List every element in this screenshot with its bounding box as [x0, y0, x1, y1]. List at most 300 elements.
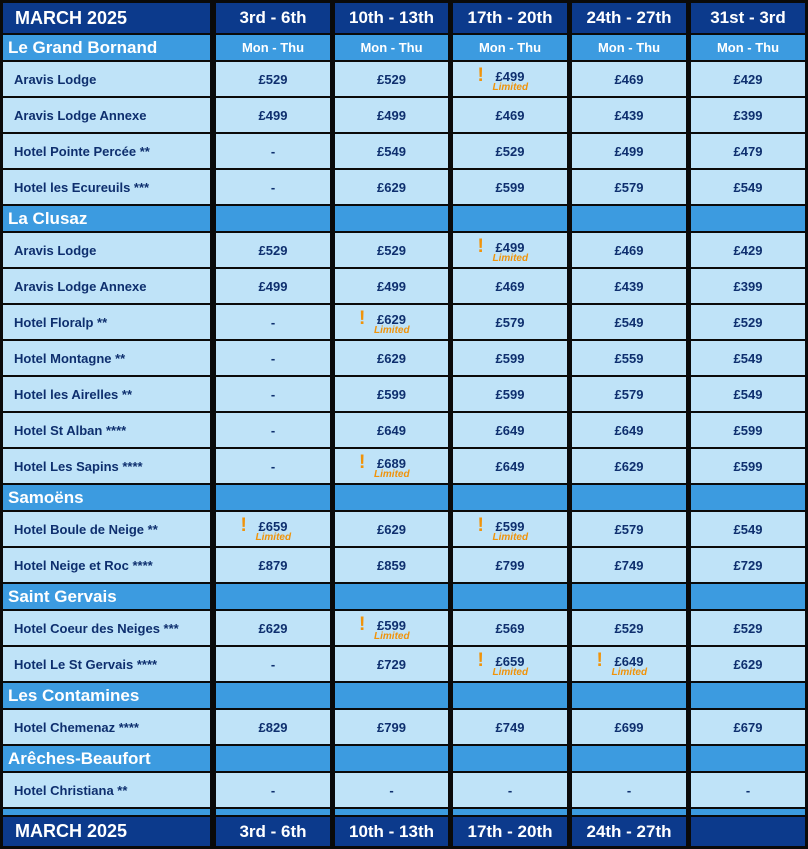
price-value: £659	[495, 653, 525, 669]
price-cell	[572, 98, 686, 132]
days-label: Mon - Thu	[453, 35, 567, 60]
price-cell	[691, 710, 805, 744]
price-cell	[572, 413, 686, 447]
price-cell	[453, 305, 567, 339]
price-cell	[453, 647, 567, 681]
price-value: £499	[377, 278, 406, 294]
footer-week: 24th - 27th	[572, 817, 686, 846]
price-value-wrap	[496, 459, 525, 474]
region-header-cell	[691, 584, 805, 609]
price-cell	[453, 98, 567, 132]
price-value: £599	[495, 350, 525, 366]
price-value-wrap	[377, 522, 406, 537]
price-value: £829	[258, 719, 288, 735]
price-value: £599	[377, 386, 406, 402]
price-cell	[691, 269, 805, 303]
price-cell	[453, 134, 567, 168]
hotel-name: Hotel Montagne **	[3, 341, 210, 375]
hotel-name: Hotel Les Sapins ****	[3, 449, 210, 483]
hotel-name: Hotel Floralp **	[3, 305, 210, 339]
exclamation-icon: !	[359, 451, 366, 473]
price-value-wrap	[271, 459, 275, 474]
region-header: La Clusaz	[3, 206, 210, 231]
price-cell	[453, 611, 567, 645]
price-value: £659	[258, 518, 288, 534]
price-cell	[216, 269, 330, 303]
price-value-wrap	[259, 243, 288, 258]
price-value: £529	[377, 71, 406, 87]
price-value: -	[270, 314, 276, 330]
price-value-wrap	[377, 423, 406, 438]
region-header-cell	[216, 584, 330, 609]
price-value-wrap	[734, 279, 763, 294]
price-value: -	[270, 656, 276, 672]
region-header-cell	[572, 746, 686, 771]
limited-label: Limited	[492, 666, 529, 678]
price-value: £649	[614, 422, 644, 438]
price-value-wrap	[389, 783, 393, 798]
price-value: £439	[614, 107, 644, 123]
price-value-wrap	[746, 783, 750, 798]
price-cell	[453, 413, 567, 447]
price-cell	[335, 170, 448, 204]
price-value-wrap	[496, 144, 525, 159]
price-cell	[453, 341, 567, 375]
region-header-cell	[572, 206, 686, 231]
price-cell	[453, 233, 567, 267]
price-value-wrap	[615, 144, 644, 159]
price-cell	[572, 233, 686, 267]
price-cell	[572, 773, 686, 807]
price-value: £529	[258, 71, 288, 87]
price-value-wrap	[377, 108, 406, 123]
price-cell	[453, 548, 567, 582]
price-value-wrap	[377, 657, 406, 672]
price-value: £799	[495, 557, 525, 573]
price-cell	[572, 341, 686, 375]
limited-label: Limited	[492, 81, 529, 93]
price-value: £439	[614, 278, 644, 294]
price-value-wrap	[259, 621, 288, 636]
price-value-wrap	[496, 423, 525, 438]
price-value-wrap	[271, 180, 275, 195]
price-cell	[572, 62, 686, 96]
price-cell	[216, 233, 330, 267]
price-cell	[216, 134, 330, 168]
price-cell	[335, 647, 448, 681]
price-value: £479	[733, 143, 763, 159]
region-header-cell	[216, 206, 330, 231]
price-value-wrap	[496, 558, 525, 573]
price-value: £469	[614, 71, 644, 87]
week-header: 10th - 13th	[335, 3, 448, 33]
price-value-wrap	[259, 72, 288, 87]
price-value: £859	[377, 557, 406, 573]
price-value: £629	[614, 458, 644, 474]
price-cell	[453, 377, 567, 411]
price-value-wrap	[734, 315, 763, 330]
price-value: -	[626, 782, 632, 798]
price-value: £629	[733, 656, 763, 672]
exclamation-icon: !	[477, 235, 484, 257]
week-header: 17th - 20th	[453, 3, 567, 33]
price-cell	[572, 305, 686, 339]
price-value: -	[270, 179, 276, 195]
region-header: Les Contamines	[3, 683, 210, 708]
exclamation-icon: !	[477, 649, 484, 671]
region-header: Le Grand Bornand	[3, 35, 210, 60]
price-value: £529	[495, 143, 525, 159]
price-value: £599	[495, 518, 525, 534]
region-header-cell	[453, 206, 567, 231]
hotel-name: Aravis Lodge Annexe	[3, 269, 210, 303]
price-value-wrap	[259, 279, 288, 294]
price-value-wrap	[615, 459, 644, 474]
price-value: £579	[614, 386, 644, 402]
price-value-wrap	[734, 243, 763, 258]
price-cell	[691, 305, 805, 339]
price-value-wrap	[734, 108, 763, 123]
price-value-wrap	[615, 108, 644, 123]
price-cell	[572, 449, 686, 483]
price-value-wrap	[615, 315, 644, 330]
price-value: £649	[614, 653, 644, 669]
price-value-wrap	[477, 514, 529, 543]
region-header-cell	[335, 206, 448, 231]
price-cell	[691, 413, 805, 447]
price-value-wrap	[496, 180, 525, 195]
region-header-cell	[216, 746, 330, 771]
price-cell	[572, 512, 686, 546]
price-value: -	[389, 782, 394, 798]
price-cell	[216, 413, 330, 447]
price-value: -	[270, 143, 276, 159]
footer-title: MARCH 2025	[3, 817, 210, 846]
region-header-cell	[335, 485, 448, 510]
price-value: £499	[377, 107, 406, 123]
region-header-cell	[691, 746, 805, 771]
price-value: -	[270, 386, 276, 402]
price-value-wrap	[359, 307, 410, 336]
price-value: £629	[258, 620, 288, 636]
price-value: £599	[733, 422, 763, 438]
price-value-wrap	[271, 315, 275, 330]
price-value: £579	[614, 179, 644, 195]
price-value: £699	[614, 719, 644, 735]
price-cell	[572, 710, 686, 744]
price-value-wrap	[496, 315, 525, 330]
price-value-wrap	[271, 657, 275, 672]
price-cell	[335, 449, 448, 483]
price-value-wrap	[259, 558, 288, 573]
price-cell	[216, 710, 330, 744]
price-value-wrap	[734, 720, 763, 735]
price-value: £529	[733, 620, 763, 636]
price-cell	[572, 269, 686, 303]
price-value-wrap	[615, 180, 644, 195]
price-value-wrap	[271, 783, 275, 798]
region-header-cell	[216, 683, 330, 708]
exclamation-icon: !	[596, 649, 603, 671]
price-value: £879	[258, 557, 288, 573]
price-value: £399	[733, 278, 763, 294]
region-header: Samoëns	[3, 485, 210, 510]
limited-label: Limited	[492, 252, 529, 264]
price-value: £499	[495, 68, 525, 84]
price-value: £749	[495, 719, 525, 735]
price-value-wrap	[377, 351, 406, 366]
price-value: £559	[614, 350, 644, 366]
price-cell	[335, 611, 448, 645]
price-value-wrap	[496, 720, 525, 735]
region-header-cell	[572, 485, 686, 510]
price-cell	[335, 512, 448, 546]
price-value-wrap	[496, 279, 525, 294]
price-cell	[216, 305, 330, 339]
price-value-wrap	[734, 180, 763, 195]
limited-label: Limited	[255, 531, 292, 543]
price-cell	[453, 773, 567, 807]
price-value: £729	[377, 656, 406, 672]
price-value: £529	[614, 620, 644, 636]
price-value-wrap	[259, 720, 288, 735]
days-label: Mon - Thu	[216, 35, 330, 60]
table-title: MARCH 2025	[3, 3, 210, 33]
limited-label: Limited	[374, 324, 410, 336]
footer-separator	[335, 809, 448, 815]
price-cell	[453, 512, 567, 546]
price-value: £689	[377, 455, 406, 471]
price-value: £799	[377, 719, 406, 735]
price-cell	[335, 377, 448, 411]
week-header: 24th - 27th	[572, 3, 686, 33]
price-value: £549	[733, 179, 763, 195]
price-cell	[453, 170, 567, 204]
exclamation-icon: !	[477, 64, 484, 86]
price-value: £499	[258, 278, 288, 294]
price-value: £629	[377, 521, 406, 537]
price-value: £599	[495, 386, 525, 402]
region-header-cell	[691, 683, 805, 708]
price-value-wrap	[496, 387, 525, 402]
price-value-wrap	[271, 351, 275, 366]
price-value: £599	[377, 617, 406, 633]
days-label: Mon - Thu	[335, 35, 448, 60]
price-cell	[453, 62, 567, 96]
price-cell	[216, 341, 330, 375]
price-value-wrap	[377, 243, 406, 258]
limited-label: Limited	[611, 666, 648, 678]
price-value-wrap	[734, 621, 763, 636]
exclamation-icon: !	[477, 514, 484, 536]
price-value-wrap	[271, 144, 275, 159]
price-value-wrap	[496, 621, 525, 636]
price-cell	[572, 170, 686, 204]
price-value: £549	[733, 350, 763, 366]
price-value: £629	[377, 311, 406, 327]
price-value: £469	[495, 107, 525, 123]
price-value-wrap	[359, 451, 410, 480]
price-value-wrap	[734, 423, 763, 438]
price-cell	[216, 512, 330, 546]
price-cell	[691, 341, 805, 375]
price-value: £469	[495, 278, 525, 294]
footer-separator	[216, 809, 330, 815]
price-value-wrap	[615, 243, 644, 258]
price-value: £469	[614, 242, 644, 258]
price-value: £529	[258, 242, 288, 258]
price-cell	[216, 647, 330, 681]
price-cell	[691, 233, 805, 267]
price-value-wrap	[508, 783, 512, 798]
price-cell	[453, 269, 567, 303]
hotel-name: Aravis Lodge	[3, 233, 210, 267]
price-cell	[335, 269, 448, 303]
hotel-name: Hotel Pointe Percée **	[3, 134, 210, 168]
price-value: -	[270, 422, 276, 438]
price-cell	[691, 62, 805, 96]
price-cell	[691, 512, 805, 546]
price-value: £549	[614, 314, 644, 330]
price-value-wrap	[615, 423, 644, 438]
price-value: £579	[614, 521, 644, 537]
price-value: £549	[377, 143, 406, 159]
price-value-wrap	[496, 351, 525, 366]
price-value-wrap	[240, 514, 292, 543]
hotel-name: Hotel Boule de Neige **	[3, 512, 210, 546]
price-cell	[216, 773, 330, 807]
hotel-name: Aravis Lodge	[3, 62, 210, 96]
price-value: £599	[733, 458, 763, 474]
hotel-name: Aravis Lodge Annexe	[3, 98, 210, 132]
region-header-cell	[335, 746, 448, 771]
price-value-wrap	[496, 108, 525, 123]
hotel-name: Hotel les Airelles **	[3, 377, 210, 411]
price-cell	[691, 773, 805, 807]
price-cell	[572, 377, 686, 411]
price-value-wrap	[377, 720, 406, 735]
footer-week	[691, 817, 805, 846]
price-cell	[691, 611, 805, 645]
price-value: £749	[614, 557, 644, 573]
price-value: £429	[733, 242, 763, 258]
price-value-wrap	[377, 558, 406, 573]
price-value: £599	[495, 179, 525, 195]
price-value: -	[270, 350, 276, 366]
price-value-wrap	[734, 387, 763, 402]
footer-separator	[453, 809, 567, 815]
hotel-name: Hotel Coeur des Neiges ***	[3, 611, 210, 645]
price-value: £429	[733, 71, 763, 87]
region-header-cell	[216, 485, 330, 510]
price-value-wrap	[477, 649, 529, 678]
price-cell	[335, 62, 448, 96]
price-value-wrap	[271, 423, 275, 438]
days-label: Mon - Thu	[572, 35, 686, 60]
price-value-wrap	[734, 351, 763, 366]
price-value-wrap	[627, 783, 631, 798]
price-value-wrap	[615, 621, 644, 636]
price-cell	[691, 647, 805, 681]
price-value-wrap	[615, 522, 644, 537]
hotel-name: Hotel St Alban ****	[3, 413, 210, 447]
price-value: £729	[733, 557, 763, 573]
region-header-cell	[335, 683, 448, 708]
hotel-name: Hotel Le St Gervais ****	[3, 647, 210, 681]
price-value: £529	[733, 314, 763, 330]
price-value: £549	[733, 386, 763, 402]
region-header-cell	[453, 584, 567, 609]
price-value: £549	[733, 521, 763, 537]
price-value-wrap	[615, 387, 644, 402]
price-value-wrap	[477, 235, 529, 264]
price-value-wrap	[615, 720, 644, 735]
price-cell	[335, 773, 448, 807]
price-value: -	[507, 782, 513, 798]
price-cell	[335, 233, 448, 267]
price-value: £399	[733, 107, 763, 123]
footer-week: 17th - 20th	[453, 817, 567, 846]
price-value-wrap	[734, 558, 763, 573]
price-cell	[335, 134, 448, 168]
price-value-wrap	[271, 387, 275, 402]
exclamation-icon: !	[359, 613, 366, 635]
price-value-wrap	[615, 72, 644, 87]
price-cell	[216, 98, 330, 132]
price-value-wrap	[615, 351, 644, 366]
price-value: -	[745, 782, 751, 798]
region-header: Saint Gervais	[3, 584, 210, 609]
price-value-wrap	[377, 180, 406, 195]
price-value-wrap	[734, 72, 763, 87]
footer-separator	[691, 809, 805, 815]
region-header: Arêches-Beaufort	[3, 746, 210, 771]
price-cell	[335, 548, 448, 582]
price-cell	[453, 449, 567, 483]
region-header-cell	[572, 683, 686, 708]
price-cell	[335, 413, 448, 447]
week-header: 3rd - 6th	[216, 3, 330, 33]
price-cell	[691, 134, 805, 168]
price-value: -	[270, 782, 276, 798]
price-cell	[216, 170, 330, 204]
price-cell	[572, 134, 686, 168]
price-cell	[335, 710, 448, 744]
price-cell	[691, 548, 805, 582]
price-value: -	[270, 458, 276, 474]
price-value: £499	[495, 239, 525, 255]
footer-separator	[572, 809, 686, 815]
hotel-name: Hotel Chemenaz ****	[3, 710, 210, 744]
price-value: £649	[495, 458, 525, 474]
price-value: £629	[377, 350, 406, 366]
price-value: £499	[258, 107, 288, 123]
region-header-cell	[453, 683, 567, 708]
price-value-wrap	[734, 459, 763, 474]
price-value-wrap	[377, 279, 406, 294]
limited-label: Limited	[374, 630, 410, 642]
hotel-name: Hotel les Ecureuils ***	[3, 170, 210, 204]
price-value: £629	[377, 179, 406, 195]
price-cell	[216, 449, 330, 483]
price-cell	[216, 611, 330, 645]
exclamation-icon: !	[240, 514, 247, 536]
price-cell	[453, 710, 567, 744]
days-label: Mon - Thu	[691, 35, 805, 60]
price-value-wrap	[259, 108, 288, 123]
price-cell	[691, 449, 805, 483]
price-cell	[216, 62, 330, 96]
